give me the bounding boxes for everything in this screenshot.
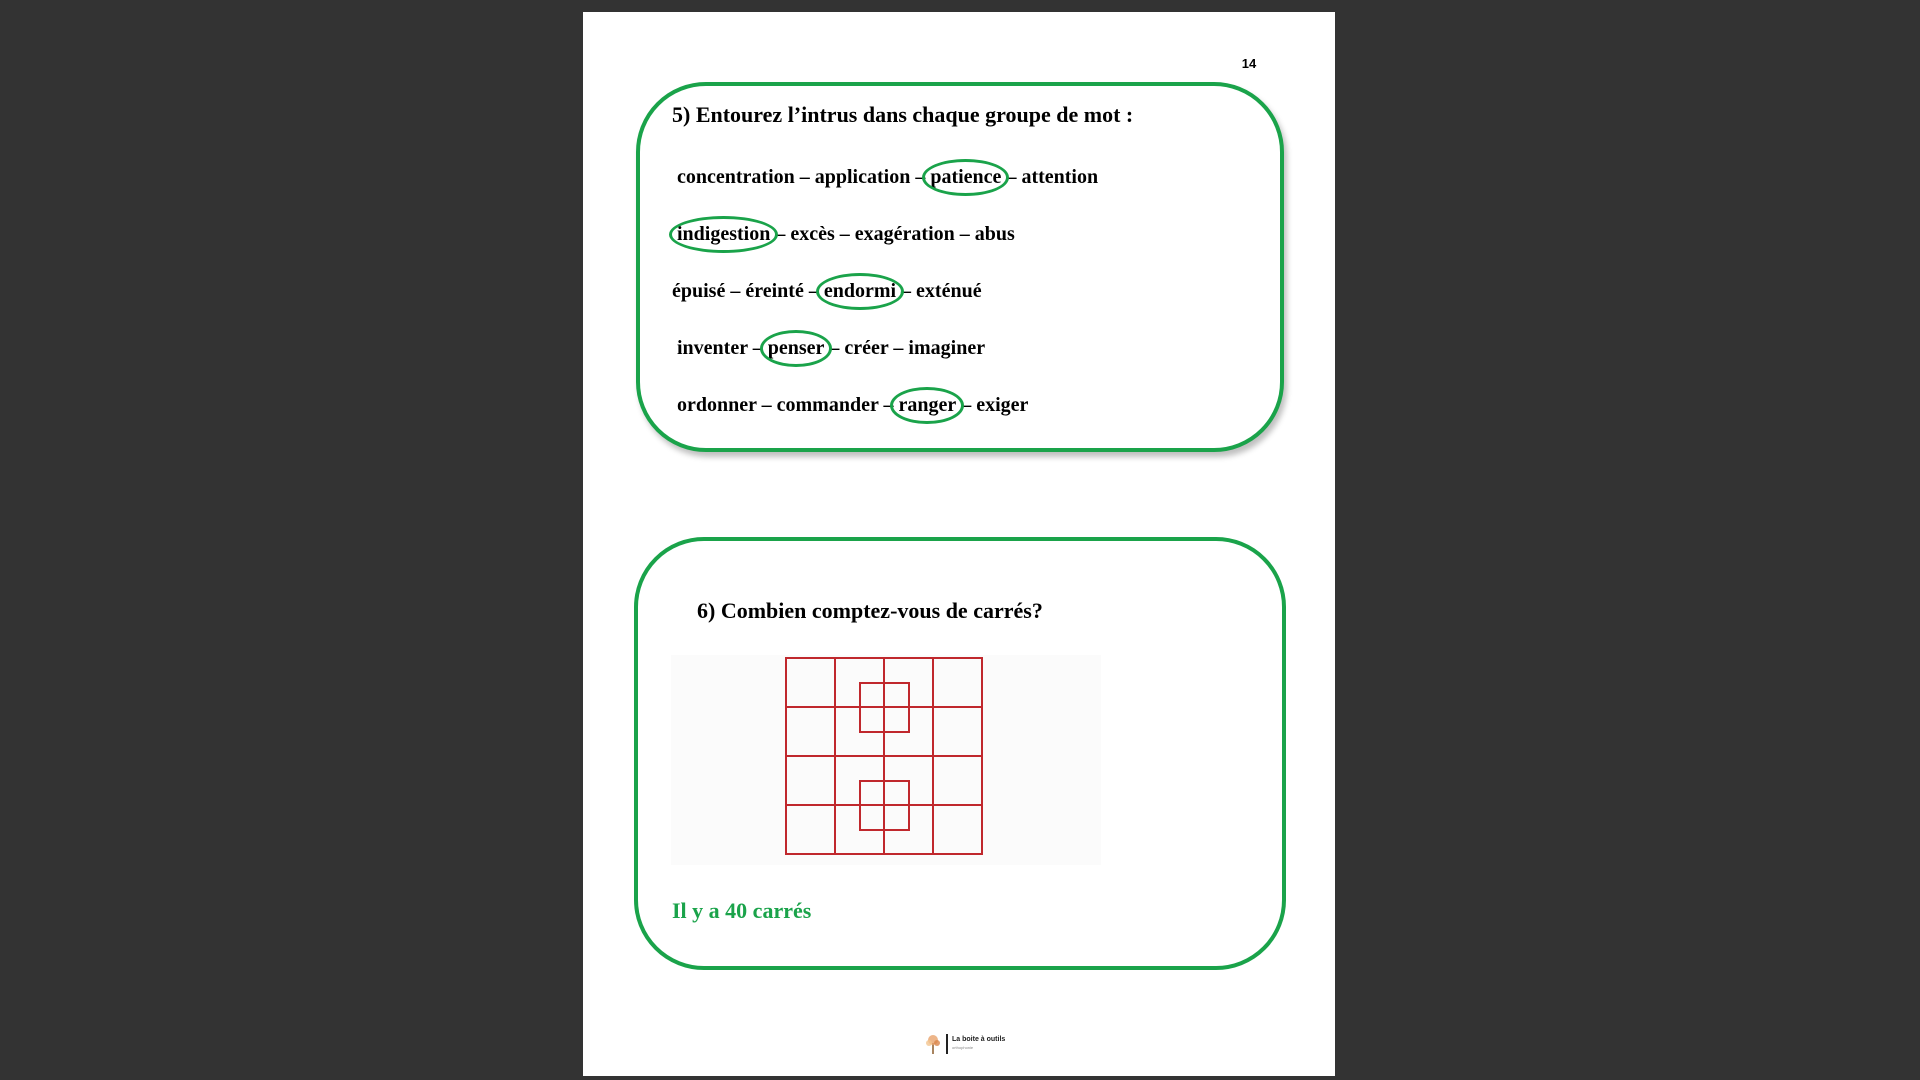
logo-divider <box>946 1034 948 1054</box>
circled-intruder-word[interactable]: endormi <box>823 280 897 302</box>
word-group-row-2 <box>677 222 1015 246</box>
word-group-row-4 <box>677 336 985 360</box>
word-group-after: – exténué <box>896 280 982 302</box>
logo-text <box>952 1036 1005 1052</box>
logo-subtitle: orthophonie <box>952 1045 974 1050</box>
squares-grid-lines <box>786 658 982 854</box>
word-group-row-3 <box>672 279 982 303</box>
tree-logo-icon <box>924 1033 942 1055</box>
word-group-before: ordonner – commander – <box>677 394 899 416</box>
word-group-after: – excès – exagération – abus <box>770 223 1015 245</box>
exercise-6-answer: Il y a 40 carrés <box>672 898 812 923</box>
page-number: 14 <box>1241 56 1257 71</box>
exercise-5-title: 5) Entourez l’intrus dans chaque groupe de mot : <box>672 102 1134 127</box>
footer-logo <box>924 1030 1005 1058</box>
squares-puzzle-image <box>671 655 1101 865</box>
word-group-after: – créer – imaginer <box>824 337 986 359</box>
circled-intruder-word[interactable]: patience <box>930 166 1002 188</box>
word-group-before: concentration – application – <box>677 166 931 188</box>
document-page <box>583 12 1335 1076</box>
word-group-before: inventer – <box>677 337 768 359</box>
word-group-row-1 <box>677 165 1098 189</box>
squares-grid-drawing <box>671 655 1101 865</box>
word-group-before: épuisé – éreinté – <box>672 280 824 302</box>
word-group-row-5 <box>677 393 1028 417</box>
circled-intruder-word[interactable]: ranger <box>898 394 957 416</box>
word-group-after: – attention <box>1001 166 1099 188</box>
word-group-after: – exiger <box>956 394 1029 416</box>
circled-intruder-word[interactable]: penser <box>767 337 825 359</box>
logo-title: La boite à outils <box>952 1036 1006 1043</box>
circled-intruder-word[interactable]: indigestion <box>677 223 771 245</box>
exercise-6-title: 6) Combien comptez-vous de carrés? <box>697 598 1043 623</box>
